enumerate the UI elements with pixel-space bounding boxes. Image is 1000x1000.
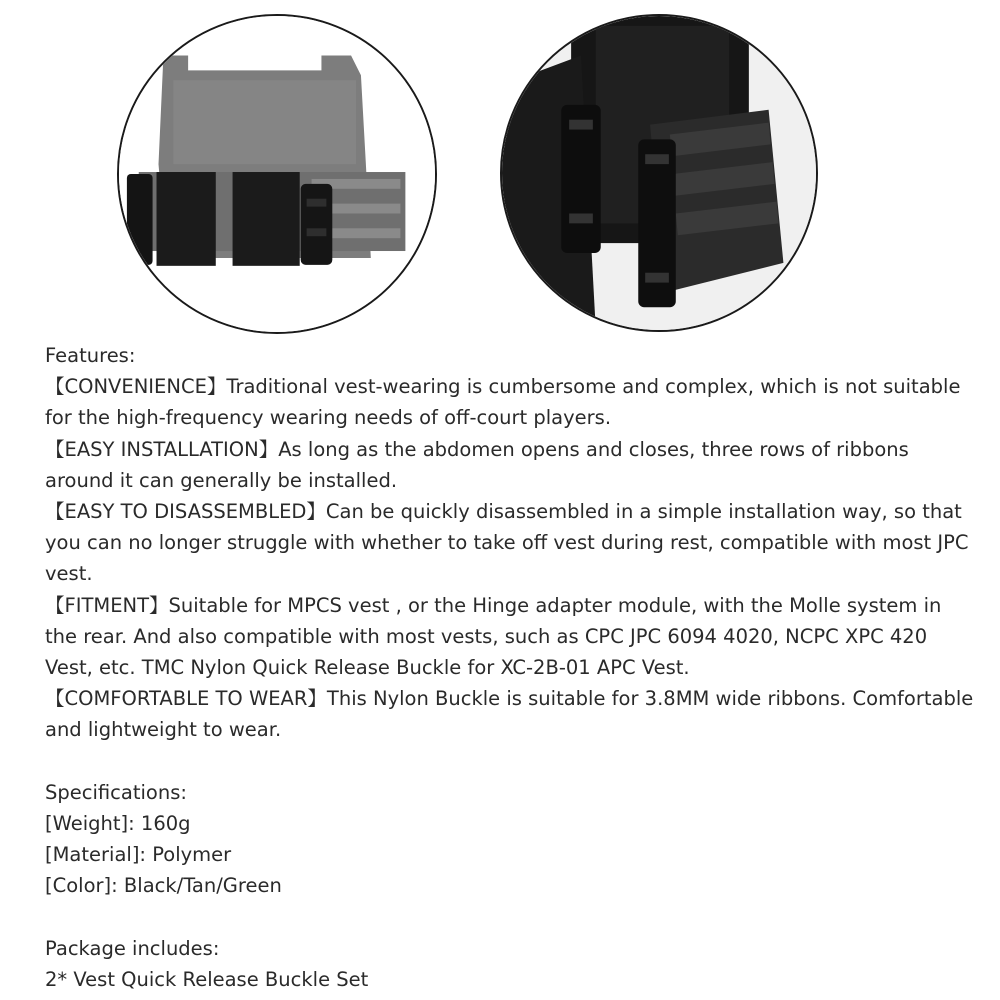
tan-vest-side-view-image [117,14,437,334]
buckle-closeup-illustration [502,16,816,330]
package-heading: Package includes: [45,936,220,960]
spec-weight: [Weight]: 160g [45,812,191,836]
specifications-heading: Specifications: [45,780,187,804]
feature-fitment: 【FITMENT】Suitable for MPCS vest , or the Hinge adapter module, with the Molle system in the rear. And also compatible with most vests, such as CPC JPC 6094 4020, NCPC XPC 420 Vest, etc. TMC Nylon Quick Release Buckle for XC-2B-01 APC Vest. [45,593,942,680]
section-spacer [45,746,975,777]
feature-comfortable-to-wear: 【COMFORTABLE TO WEAR】This Nylon Buckle is suitable for 3.8MM wide ribbons. Comfortable and lightweight to wear. [45,687,974,742]
package-item: 2* Vest Quick Release Buckle Set [45,968,369,992]
black-vest-buckle-closeup-image [500,14,818,332]
spec-material: [Material]: Polymer [45,843,232,867]
vest-illustration [119,16,435,332]
feature-convenience: 【CONVENIENCE】Traditional vest-wearing is cumbersome and complex, which is not suitable for the high-frequency wearing needs of off-court players. [45,375,961,430]
section-spacer [45,902,975,933]
feature-easy-to-disassemble: 【EASY TO DISASSEMBLED】Can be quickly disassembled in a simple installation way, so that you can no longer struggle with whether to take off vest during rest, compatible with most JPC vest. [45,500,969,586]
feature-easy-installation: 【EASY INSTALLATION】As long as the abdomen opens and closes, three rows of ribbons around it can generally be installed. [45,437,909,492]
features-heading: Features: [45,344,136,367]
spec-color: [Color]: Black/Tan/Green [45,874,282,898]
product-description [45,340,975,995]
